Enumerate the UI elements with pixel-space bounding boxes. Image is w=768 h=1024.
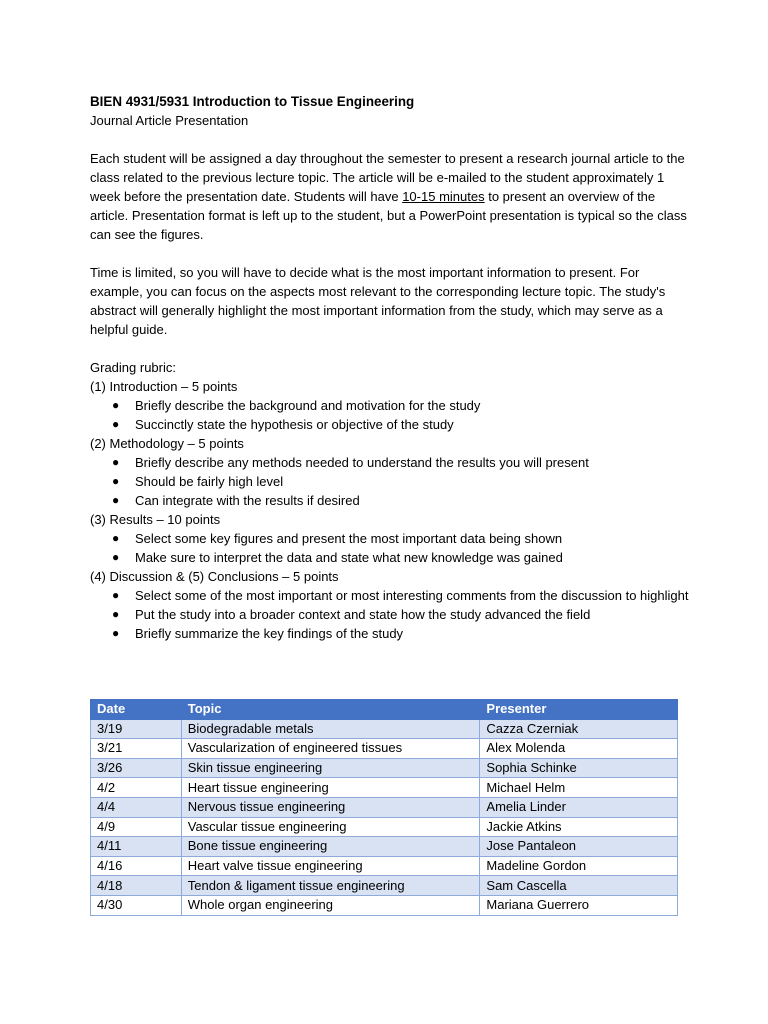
bullet-text: Select some of the most important or most interesting comments from the discussion to highlight	[135, 588, 689, 603]
rubric-bullet	[90, 586, 690, 605]
rubric-bullet	[90, 529, 690, 548]
table-row	[91, 817, 678, 837]
bullet-text: Can integrate with the results if desired	[135, 493, 360, 508]
cell-topic: Skin tissue engineering	[181, 758, 480, 778]
cell-date: 4/2	[91, 778, 182, 798]
rubric-section-title: (2) Methodology – 5 points	[90, 436, 244, 451]
bullet-icon: ●	[112, 607, 120, 621]
rubric-section-title: (3) Results – 10 points	[90, 512, 221, 527]
bullet-text: Briefly describe the background and motivation for the study	[135, 398, 481, 413]
presentation-schedule-table	[90, 699, 678, 916]
cell-topic: Whole organ engineering	[181, 895, 480, 915]
table-row	[91, 758, 678, 778]
rubric-bullet-list	[90, 586, 690, 643]
cell-topic: Bone tissue engineering	[181, 837, 480, 857]
rubric-bullet	[90, 548, 690, 567]
table-row	[91, 739, 678, 759]
rubric-bullet	[90, 453, 690, 472]
rubric-bullet	[90, 415, 690, 434]
bullet-icon: ●	[112, 474, 120, 488]
cell-presenter: Jackie Atkins	[480, 817, 678, 837]
intro-paragraph-1	[90, 149, 690, 244]
bullet-icon: ●	[112, 493, 120, 507]
column-header-topic: Topic	[181, 700, 480, 720]
cell-topic: Vascular tissue engineering	[181, 817, 480, 837]
table-header-row	[91, 700, 678, 720]
table-row	[91, 895, 678, 915]
rubric-bullet	[90, 472, 690, 491]
bullet-text: Make sure to interpret the data and state what new knowledge was gained	[135, 550, 563, 565]
cell-date: 3/21	[91, 739, 182, 759]
bullet-icon: ●	[112, 531, 120, 545]
table-row	[91, 778, 678, 798]
rubric-bullet	[90, 624, 690, 643]
intro-text-end: to present an overview of the article. Presentation format is left up to the student, but a PowerPoint presentation is typical so the class can see the figures.	[90, 189, 687, 242]
bullet-icon: ●	[112, 398, 120, 412]
bullet-icon: ●	[112, 588, 120, 602]
intro-text-start: Each student will be assigned a day throughout the semester to present a research journal article to the class related to the previous lecture topic. The article will be e-mailed to the student approximately 1 week before the presentation date. Students will have	[90, 151, 685, 204]
cell-presenter: Madeline Gordon	[480, 856, 678, 876]
cell-presenter: Amelia Linder	[480, 797, 678, 817]
rubric-bullet-list	[90, 453, 690, 510]
bullet-text: Succinctly state the hypothesis or objective of the study	[135, 417, 454, 432]
time-limit-underlined: 10-15 minutes	[402, 189, 485, 204]
rubric-section-title: (1) Introduction – 5 points	[90, 379, 238, 394]
rubric-bullet-list	[90, 529, 690, 567]
cell-date: 4/11	[91, 837, 182, 857]
rubric-bullet	[90, 605, 690, 624]
cell-topic: Vascularization of engineered tissues	[181, 739, 480, 759]
intro-paragraph-2: Time is limited, so you will have to decide what is the most important information to present. For example, you can focus on the aspects most relevant to the corresponding lecture topic. The study's abstract will generally highlight the most important information from the study, which may serve as a helpful guide.	[90, 265, 666, 337]
cell-topic: Nervous tissue engineering	[181, 797, 480, 817]
bullet-text: Put the study into a broader context and state how the study advanced the field	[135, 607, 591, 622]
cell-topic: Tendon & ligament tissue engineering	[181, 876, 480, 896]
bullet-text: Should be fairly high level	[135, 474, 284, 489]
cell-presenter: Mariana Guerrero	[480, 895, 678, 915]
bullet-text: Briefly describe any methods needed to understand the results you will present	[135, 455, 589, 470]
table-row	[91, 856, 678, 876]
rubric-heading: Grading rubric:	[90, 360, 176, 375]
cell-date: 3/26	[91, 758, 182, 778]
cell-presenter: Cazza Czerniak	[480, 719, 678, 739]
rubric-bullet	[90, 396, 690, 415]
cell-presenter: Jose Pantaleon	[480, 837, 678, 857]
bullet-icon: ●	[112, 455, 120, 469]
cell-presenter: Alex Molenda	[480, 739, 678, 759]
cell-date: 3/19	[91, 719, 182, 739]
rubric-bullet-list	[90, 396, 690, 434]
cell-presenter: Sophia Schinke	[480, 758, 678, 778]
bullet-icon: ●	[112, 417, 120, 431]
grading-rubric	[90, 358, 690, 643]
cell-topic: Heart tissue engineering	[181, 778, 480, 798]
table-row	[91, 876, 678, 896]
cell-date: 4/18	[91, 876, 182, 896]
rubric-bullet	[90, 491, 690, 510]
cell-date: 4/4	[91, 797, 182, 817]
cell-presenter: Michael Helm	[480, 778, 678, 798]
cell-date: 4/9	[91, 817, 182, 837]
table-row	[91, 719, 678, 739]
column-header-presenter: Presenter	[480, 700, 678, 720]
table-row	[91, 797, 678, 817]
cell-topic: Biodegradable metals	[181, 719, 480, 739]
bullet-text: Briefly summarize the key findings of the study	[135, 626, 404, 641]
cell-presenter: Sam Cascella	[480, 876, 678, 896]
document-subtitle: Journal Article Presentation	[90, 113, 249, 128]
document-body	[90, 92, 690, 643]
bullet-icon: ●	[112, 550, 120, 564]
bullet-text: Select some key figures and present the most important data being shown	[135, 531, 563, 546]
rubric-section-title: (4) Discussion & (5) Conclusions – 5 points	[90, 569, 339, 584]
bullet-icon: ●	[112, 626, 120, 640]
cell-date: 4/16	[91, 856, 182, 876]
cell-date: 4/30	[91, 895, 182, 915]
cell-topic: Heart valve tissue engineering	[181, 856, 480, 876]
document-title: BIEN 4931/5931 Introduction to Tissue Engineering	[90, 94, 415, 109]
table-row	[91, 837, 678, 857]
column-header-date: Date	[91, 700, 182, 720]
